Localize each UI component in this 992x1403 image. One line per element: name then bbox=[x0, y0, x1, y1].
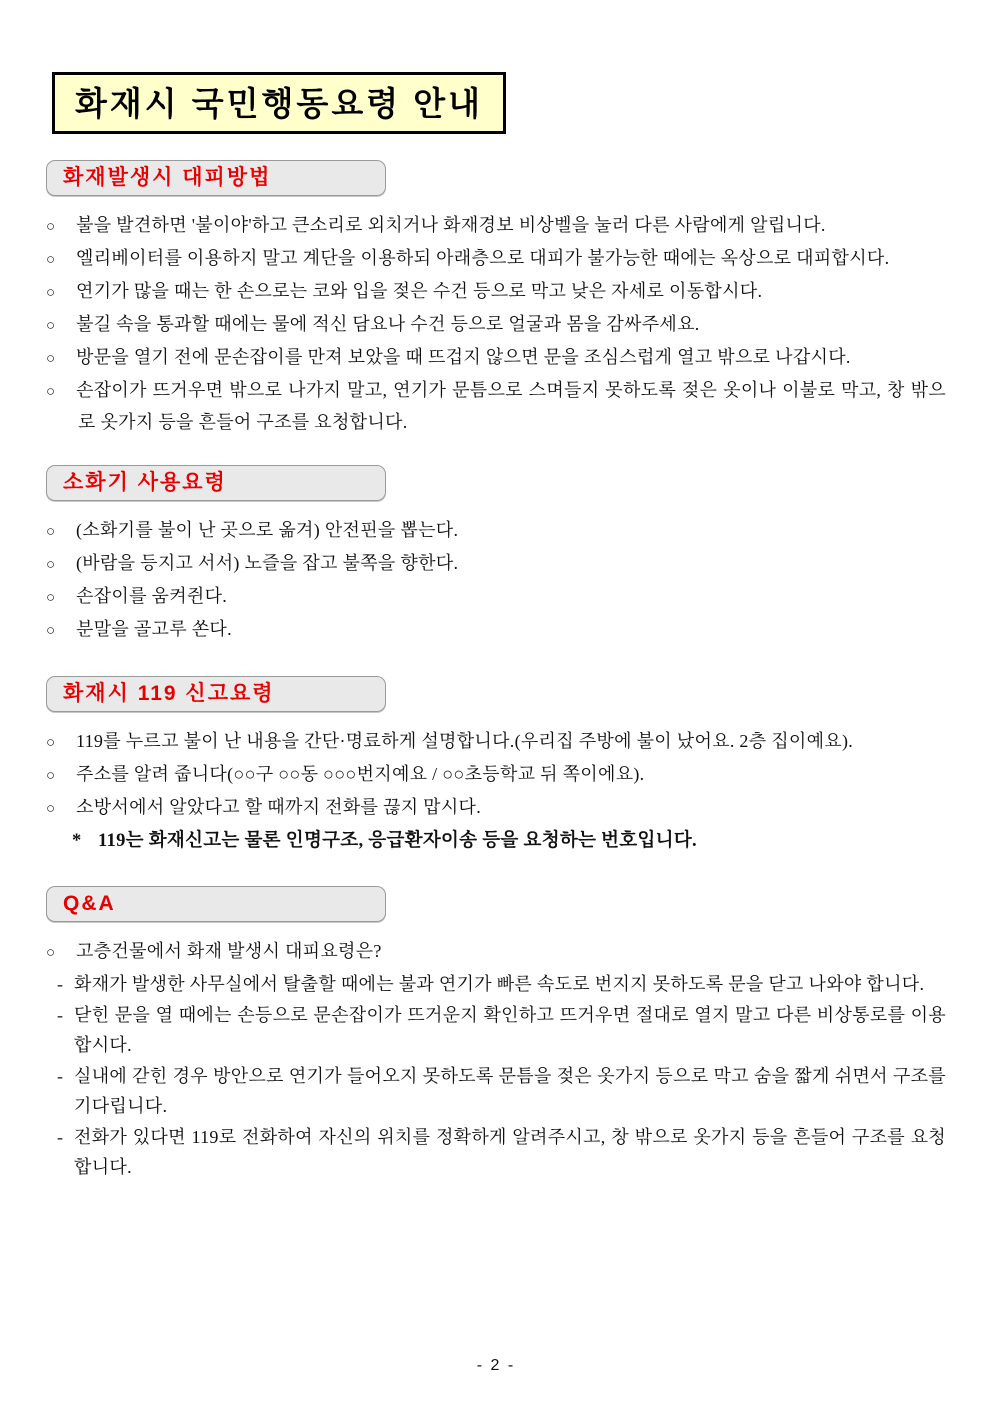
section-extinguisher bbox=[46, 465, 946, 646]
section-evacuation bbox=[46, 160, 946, 437]
bullet-item bbox=[46, 342, 946, 374]
note-text: 119는 화재신고는 물론 인명구조, 응급환자이송 등을 요청하는 번호입니다. bbox=[98, 831, 697, 851]
bullet-item bbox=[46, 375, 946, 437]
bullet-text: (소화기를 불이 난 곳으로 옮겨) 안전핀을 뽑는다. bbox=[76, 520, 459, 540]
bullet-item bbox=[46, 515, 946, 547]
document-title-box bbox=[52, 72, 506, 134]
bullet-text: (바람을 등지고 서서) 노즐을 잡고 불쪽을 향한다. bbox=[76, 553, 459, 573]
circle-bullet-marker: ○ bbox=[46, 768, 56, 784]
section-heading: 화재시 119 신고요령 bbox=[63, 682, 275, 705]
section-heading-box bbox=[46, 465, 386, 501]
bullet-item bbox=[46, 759, 946, 791]
sub-bullet-text: 닫힌 문을 열 때에는 손등으로 문손잡이가 뜨거운지 확인하고 뜨거우면 절대로 열지 말고 다른 비상통로를 이용합시다. bbox=[74, 1005, 946, 1055]
circle-bullet-marker: ○ bbox=[46, 590, 56, 606]
bullet-item bbox=[46, 581, 946, 613]
sub-bullet-item bbox=[57, 1061, 946, 1121]
section-heading-box bbox=[46, 160, 386, 196]
dash-marker: - bbox=[57, 1005, 64, 1025]
bullet-item bbox=[46, 309, 946, 341]
section-qa bbox=[46, 886, 946, 1182]
section-heading: 화재발생시 대피방법 bbox=[63, 166, 272, 189]
bullet-text: 119를 누르고 불이 난 내용을 간단·명료하게 설명합니다.(우리집 주방에 불이 났어요. 2층 집이예요). bbox=[76, 731, 854, 751]
bullet-text: 연기가 많을 때는 한 손으로는 코와 입을 젖은 수건 등으로 막고 낮은 자세로 이동합시다. bbox=[76, 281, 763, 301]
bullet-item bbox=[46, 792, 946, 824]
circle-bullet-marker: ○ bbox=[46, 801, 56, 817]
circle-bullet-marker: ○ bbox=[46, 318, 56, 334]
note-item bbox=[72, 826, 946, 856]
bullet-item bbox=[46, 210, 946, 242]
bullet-text: 불을 발견하면 '불이야'하고 큰소리로 외치거나 화재경보 비상벨을 눌러 다른 사람에게 알립니다. bbox=[76, 215, 826, 235]
section-heading: 소화기 사용요령 bbox=[63, 471, 227, 494]
document-title: 화재시 국민행동요령 안내 bbox=[75, 85, 483, 122]
dash-marker: - bbox=[57, 1127, 64, 1147]
bullet-text: 소방서에서 알았다고 할 때까지 전화를 끊지 맙시다. bbox=[76, 797, 482, 817]
section-heading-box bbox=[46, 886, 386, 922]
circle-bullet-marker: ○ bbox=[46, 384, 56, 400]
circle-bullet-marker: ○ bbox=[46, 252, 56, 268]
bullet-item bbox=[46, 243, 946, 275]
dash-marker: - bbox=[57, 1066, 64, 1086]
asterisk-marker: * bbox=[72, 831, 82, 851]
page-number: - 2 - bbox=[476, 1357, 516, 1374]
section-report-119 bbox=[46, 676, 946, 856]
sub-bullet-item bbox=[57, 969, 946, 999]
bullet-item bbox=[46, 548, 946, 580]
circle-bullet-marker: ○ bbox=[46, 219, 56, 235]
section-heading: Q&A bbox=[63, 892, 116, 915]
circle-bullet-marker: ○ bbox=[46, 285, 56, 301]
circle-bullet-marker: ○ bbox=[46, 557, 56, 573]
circle-bullet-marker: ○ bbox=[46, 351, 56, 367]
bullet-text: 엘리베이터를 이용하지 말고 계단을 이용하되 아래층으로 대피가 불가능한 때에는 옥상으로 대피합시다. bbox=[76, 248, 890, 268]
circle-bullet-marker: ○ bbox=[46, 945, 56, 961]
bullet-text: 주소를 알려 줍니다(○○구 ○○동 ○○○번지예요 / ○○초등학교 뒤 쪽이에요). bbox=[76, 764, 645, 784]
sub-bullet-text: 전화가 있다면 119로 전화하여 자신의 위치를 정확하게 알려주시고, 창 밖으로 옷가지 등을 흔들어 구조를 요청합니다. bbox=[74, 1127, 946, 1177]
sub-bullet-item bbox=[57, 1122, 946, 1182]
sub-bullet-item bbox=[57, 1000, 946, 1060]
circle-bullet-marker: ○ bbox=[46, 735, 56, 751]
bullet-item bbox=[46, 276, 946, 308]
question-text: 고층건물에서 화재 발생시 대피요령은? bbox=[76, 941, 382, 961]
circle-bullet-marker: ○ bbox=[46, 623, 56, 639]
section-heading-box bbox=[46, 676, 386, 712]
bullet-item bbox=[46, 936, 946, 968]
bullet-text: 손잡이가 뜨거우면 밖으로 나가지 말고, 연기가 문틈으로 스며들지 못하도록 젖은 옷이나 이불로 막고, 창 밖으로 옷가지 등을 흔들어 구조를 요청합니다. bbox=[76, 380, 946, 432]
circle-bullet-marker: ○ bbox=[46, 524, 56, 540]
bullet-list bbox=[46, 515, 946, 646]
sub-bullet-text: 화재가 발생한 사무실에서 탈출할 때에는 불과 연기가 빠른 속도로 번지지 못하도록 문을 닫고 나와야 합니다. bbox=[74, 974, 925, 994]
bullet-text: 방문을 열기 전에 문손잡이를 만져 보았을 때 뜨겁지 않으면 문을 조심스럽게 열고 밖으로 나갑시다. bbox=[76, 347, 851, 367]
bullet-text: 분말을 골고루 쏜다. bbox=[76, 619, 232, 639]
bullet-text: 손잡이를 움켜쥔다. bbox=[76, 586, 228, 606]
bullet-list bbox=[46, 210, 946, 437]
dash-marker: - bbox=[57, 974, 64, 994]
bullet-list bbox=[46, 936, 946, 1182]
sub-bullet-text: 실내에 갇힌 경우 방안으로 연기가 들어오지 못하도록 문틈을 젖은 옷가지 등으로 막고 숨을 짧게 쉬면서 구조를 기다립니다. bbox=[74, 1066, 946, 1116]
bullet-list bbox=[46, 726, 946, 856]
bullet-text: 불길 속을 통과할 때에는 물에 적신 담요나 수건 등으로 얼굴과 몸을 감싸주세요. bbox=[76, 314, 700, 334]
bullet-item bbox=[46, 726, 946, 758]
bullet-item bbox=[46, 614, 946, 646]
